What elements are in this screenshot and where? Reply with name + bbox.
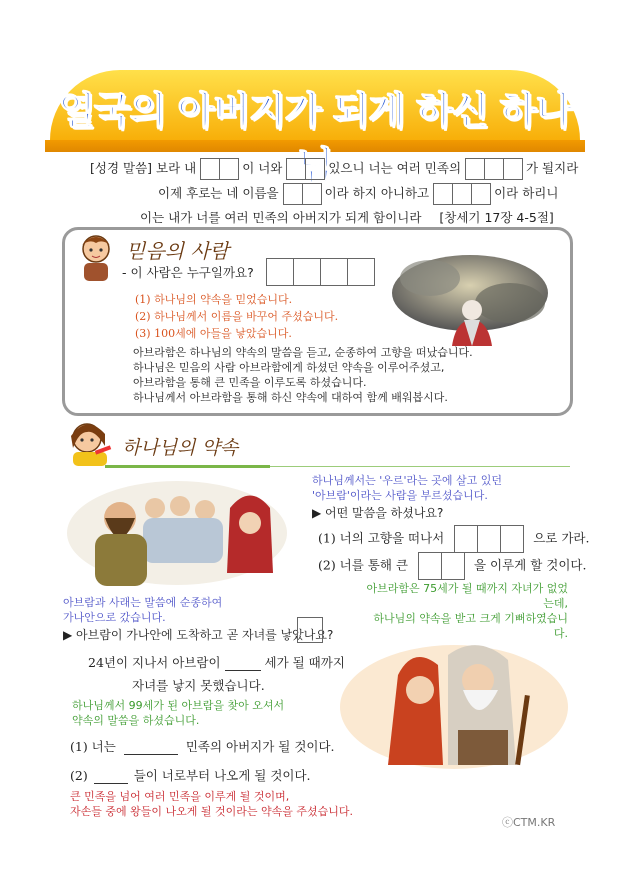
verse-line-1 (90, 158, 578, 180)
obey-text (63, 595, 222, 625)
note-1 (362, 581, 568, 641)
blessing-2 (70, 766, 311, 784)
promise-heading: 하나님의 약속 (122, 437, 239, 459)
verse-line-3 (140, 208, 554, 226)
answer-2 (318, 552, 586, 580)
verse-text: 있으니 너는 여러 민족의 (328, 160, 462, 176)
question-2: ▶ 아브람이 가나안에 도착하고 곧 자녀를 낳았나요? (63, 628, 334, 642)
blank-boxes[interactable] (283, 183, 321, 205)
clue-list (135, 291, 338, 342)
blank-boxes[interactable] (454, 525, 523, 553)
answer-boxes[interactable] (266, 258, 374, 286)
intro-line: 하나님께서는 '우르'라는 곳에 살고 있던 (312, 474, 503, 487)
years-line (88, 653, 345, 671)
faith-description (133, 345, 473, 405)
heading-rule (270, 466, 570, 467)
blessing-text: 들이 너로부터 나오게 될 것이다. (133, 768, 311, 783)
verse-text: 이라 하리니 (494, 185, 559, 201)
answer-text: 을 이루게 할 것이다. (473, 557, 587, 573)
visit-line: 약속의 말씀을 하셨습니다. (72, 714, 200, 727)
blessing-text: 민족의 아버지가 될 것이다. (185, 739, 335, 754)
promise-intro (312, 473, 502, 503)
crowd-illustration (65, 478, 290, 588)
clue-1: (1) 하나님의 약속을 믿었습니다. (135, 293, 293, 306)
blessing-1 (70, 737, 335, 755)
years-line-2: 자녀를 낳지 못했습니다. (132, 678, 265, 693)
closing-line: 큰 민족을 넘어 여러 민족을 이루게 될 것이며, (70, 790, 290, 803)
question-1: ▶ 어떤 말씀을 하셨나요? (312, 506, 444, 520)
visit-line: 하나님께서 99세가 된 아브람을 찾아 오셔서 (72, 699, 285, 712)
girl-illustration (65, 420, 115, 468)
blank-line[interactable] (124, 740, 178, 755)
clue-2: (2) 하나님께서 이름을 바꾸어 주셨습니다. (135, 310, 339, 323)
blank-boxes[interactable] (433, 183, 490, 205)
copyright: ⓒCTM.KR (502, 816, 556, 829)
question-text: - 이 사람은 누구일까요? (122, 265, 254, 280)
answer-1 (318, 525, 589, 553)
verse-text: 이제 후로는 네 이름을 (158, 185, 279, 201)
verse-text: 이라 하지 아니하고 (324, 185, 430, 201)
note-line: 아브라함은 75세가 될 때까지 자녀가 없었는데, (366, 582, 568, 610)
visit-text (72, 698, 284, 728)
heading-underline (105, 465, 270, 468)
years-text: 세가 될 때까지 (264, 655, 345, 670)
abraham-sarah-illustration (338, 635, 570, 770)
answer-text: 으로 가라. (533, 530, 590, 546)
verse-label: [성경 말씀] (90, 160, 153, 176)
verse-reference: [창세기 17장 4-5절] (439, 210, 554, 225)
blessing-text: (1) 너는 (70, 739, 116, 754)
verse-text: 보라 내 (156, 160, 197, 176)
blank-boxes[interactable] (418, 552, 464, 580)
verse-line-2 (158, 183, 558, 205)
faith-question (122, 263, 254, 281)
blank-boxes[interactable] (200, 158, 238, 180)
desc-line: 아브라함을 통해 큰 민족을 이루도록 하셨습니다. (133, 376, 367, 389)
desc-line: 하나님은 믿음의 사람 아브라함에게 하셨던 약속을 이루어주셨고, (133, 361, 445, 374)
page-title: 열국의 아버지가 되게 하신 하나님 (58, 89, 572, 188)
verse-text: 이 너와 (242, 160, 283, 176)
answer-text: (2) 너를 통해 큰 (318, 557, 409, 573)
years-text: 24년이 지나서 아브람이 (88, 655, 221, 670)
boy-illustration (72, 233, 120, 283)
blessing-text: (2) (70, 768, 88, 783)
faith-heading: 믿음의 사람 (126, 239, 229, 263)
obey-line: 아브람과 사래는 말씀에 순종하여 (63, 596, 223, 609)
obey-line: 가나안으로 갔습니다. (63, 611, 166, 624)
answer-box[interactable] (297, 617, 323, 643)
abraham-cloud-illustration (390, 248, 550, 346)
closing-text (70, 789, 353, 819)
blank-line[interactable] (225, 656, 261, 671)
blank-boxes[interactable] (286, 158, 324, 180)
verse-text: 가 될지라 (526, 160, 579, 176)
answer-text: (1) 너의 고향을 떠나서 (318, 530, 445, 546)
closing-line: 자손들 중에 왕들이 나오게 될 것이라는 약속을 주셨습니다. (70, 805, 353, 818)
verse-text: 이는 내가 너를 여러 민족의 아버지가 되게 함이니라 (140, 210, 422, 225)
intro-line: '아브람'이라는 사람을 부르셨습니다. (312, 489, 488, 502)
desc-line: 하나님께서 아브라함을 통해 하신 약속에 대하여 함께 배워봅시다. (133, 391, 448, 404)
clue-3: (3) 100세에 아들을 낳았습니다. (135, 327, 292, 340)
note-line: 하나님의 약속을 받고 크게 기뻐하였습니다. (373, 612, 568, 640)
desc-line: 아브라함은 하나님의 약속의 말씀을 듣고, 순종하여 고향을 떠났습니다. (133, 346, 473, 359)
blank-boxes[interactable] (465, 158, 522, 180)
blank-line[interactable] (94, 769, 128, 784)
